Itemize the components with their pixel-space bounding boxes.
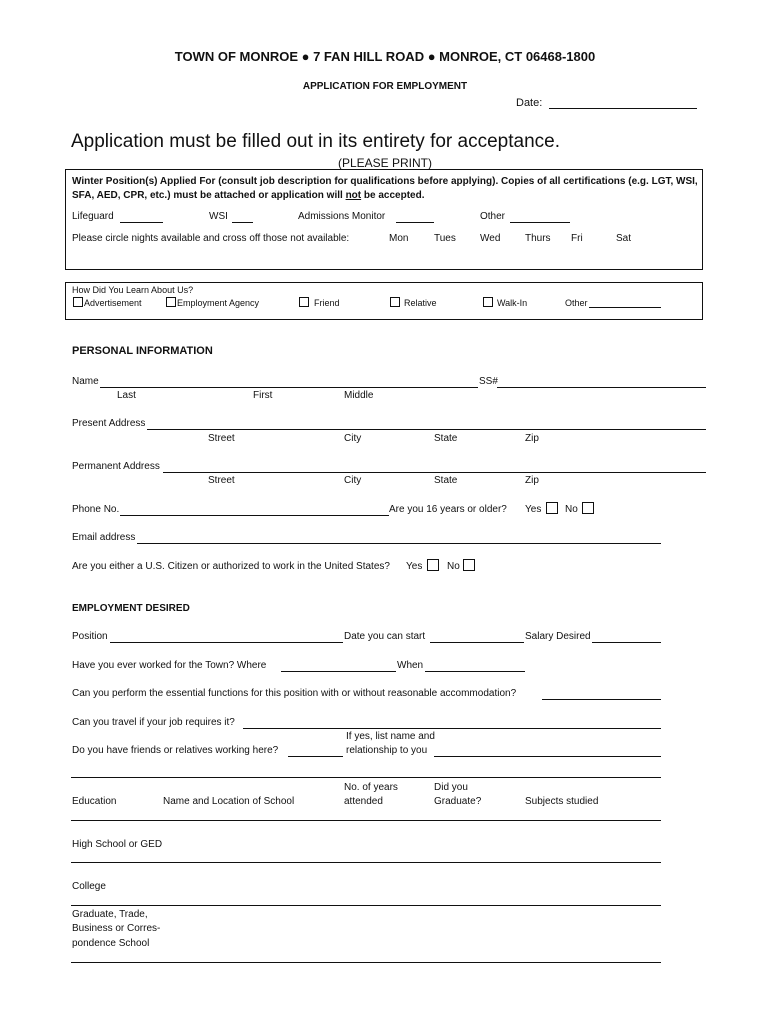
graduate-school-row-field[interactable] — [71, 962, 661, 963]
town-header: TOWN OF MONROE ● 7 FAN HILL ROAD ● MONROE, CT 06468-1800 — [174, 49, 596, 64]
present-zip-caption: Zip — [525, 433, 539, 444]
travel-field[interactable] — [243, 728, 661, 729]
other-position-field[interactable] — [510, 222, 570, 223]
graduate-school-label-3: pondence School — [72, 938, 150, 949]
school-name-column-header: Name and Location of School — [163, 796, 295, 807]
present-state-caption: State — [434, 433, 458, 444]
education-top-rule — [71, 777, 661, 778]
permanent-street-caption: Street — [208, 475, 235, 486]
permanent-zip-caption: Zip — [525, 475, 539, 486]
present-address-field[interactable] — [147, 429, 706, 430]
night-mon[interactable]: Mon — [389, 233, 409, 244]
phone-label: Phone No. — [72, 504, 120, 515]
relative-label: Relative — [404, 298, 437, 308]
admissions-monitor-label: Admissions Monitor — [298, 211, 386, 222]
college-row-field[interactable] — [71, 905, 661, 906]
other-source-label: Other — [565, 298, 588, 308]
walk-in-label: Walk-In — [497, 298, 528, 308]
friend-label: Friend — [314, 298, 340, 308]
relatives-question: Do you have friends or relatives working here? — [72, 745, 279, 756]
employment-agency-checkbox[interactable] — [166, 297, 176, 307]
travel-question: Can you travel if your job requires it? — [72, 717, 235, 728]
relative-checkbox[interactable] — [390, 297, 400, 307]
wsi-field[interactable] — [232, 222, 253, 223]
friend-checkbox[interactable] — [299, 297, 309, 307]
worked-when-label: When — [397, 660, 424, 671]
lifeguard-field[interactable] — [120, 222, 163, 223]
graduated-header-2: Graduate? — [434, 796, 482, 807]
relatives-if-yes-line1: If yes, list name and — [346, 731, 435, 742]
age-yes-label: Yes — [525, 504, 542, 515]
worked-for-town-question: Have you ever worked for the Town? Where — [72, 660, 267, 671]
start-date-label: Date you can start — [344, 631, 426, 642]
relatives-if-yes-line2: relationship to you — [346, 745, 428, 756]
name-label: Name — [72, 376, 99, 387]
advertisement-checkbox[interactable] — [73, 297, 83, 307]
graduate-school-label-2: Business or Corres- — [72, 923, 161, 934]
salary-field[interactable] — [592, 642, 661, 643]
years-attended-header-2: attended — [344, 796, 383, 807]
lifeguard-label: Lifeguard — [72, 211, 114, 222]
education-header-rule — [71, 820, 661, 821]
learn-about-us-question: How Did You Learn About Us? — [72, 285, 194, 295]
permanent-address-field[interactable] — [163, 472, 706, 473]
employment-agency-label: Employment Agency — [177, 298, 260, 308]
present-address-label: Present Address — [72, 418, 146, 429]
relatives-field[interactable] — [288, 756, 343, 757]
other-source-field[interactable] — [589, 307, 661, 308]
name-field[interactable] — [100, 387, 478, 388]
winter-instructions-line1: Winter Position(s) Applied For (consult job description for qualifications before applying). Copies of all certifications (e.g. LGT, WSI, — [72, 176, 698, 187]
worked-where-field[interactable] — [281, 671, 396, 672]
citizen-no-label: No — [447, 561, 460, 572]
age-no-checkbox[interactable] — [582, 502, 594, 514]
citizen-question: Are you either a U.S. Citizen or authorized to work in the United States? — [72, 561, 390, 572]
entirety-notice: Application must be filled out in its entirety for acceptance. — [71, 131, 560, 152]
years-attended-header-1: No. of years — [344, 782, 398, 793]
permanent-address-label: Permanent Address — [72, 461, 160, 472]
phone-field[interactable] — [120, 515, 389, 516]
citizen-yes-label: Yes — [406, 561, 423, 572]
graduate-school-label-1: Graduate, Trade, — [72, 909, 148, 920]
age-yes-checkbox[interactable] — [546, 502, 558, 514]
permanent-city-caption: City — [344, 475, 362, 486]
night-tues[interactable]: Tues — [434, 233, 456, 244]
ss-field[interactable] — [497, 387, 706, 388]
present-street-caption: Street — [208, 433, 235, 444]
citizen-yes-checkbox[interactable] — [427, 559, 439, 571]
age-no-label: No — [565, 504, 578, 515]
subjects-studied-header: Subjects studied — [525, 796, 599, 807]
permanent-state-caption: State — [434, 475, 458, 486]
other-position-label: Other — [480, 211, 506, 222]
advertisement-label: Advertisement — [84, 298, 142, 308]
night-sat[interactable]: Sat — [616, 233, 632, 244]
high-school-row-field[interactable] — [71, 862, 661, 863]
present-city-caption: City — [344, 433, 362, 444]
age-question: Are you 16 years or older? — [389, 504, 507, 515]
personal-info-heading: PERSONAL INFORMATION — [72, 345, 213, 357]
ss-label: SS# — [479, 376, 498, 387]
nights-prompt: Please circle nights available and cross off those not available: — [72, 233, 350, 244]
admissions-monitor-field[interactable] — [396, 222, 434, 223]
name-middle-caption: Middle — [344, 390, 374, 401]
date-field[interactable] — [549, 108, 697, 109]
relationship-field[interactable] — [434, 756, 661, 757]
walk-in-checkbox[interactable] — [483, 297, 493, 307]
night-wed[interactable]: Wed — [480, 233, 501, 244]
winter-instructions-line2: SFA, AED, CPR, etc.) must be attached or application will not be accepted. — [72, 190, 425, 201]
college-row-label: College — [72, 881, 106, 892]
position-field[interactable] — [110, 642, 343, 643]
citizen-no-checkbox[interactable] — [463, 559, 475, 571]
date-label: Date: — [516, 97, 543, 109]
education-label: Education — [72, 796, 117, 807]
wsi-label: WSI — [209, 211, 228, 222]
high-school-row-label: High School or GED — [72, 839, 163, 850]
salary-label: Salary Desired — [525, 631, 591, 642]
position-label: Position — [72, 631, 108, 642]
employment-desired-heading: EMPLOYMENT DESIRED — [72, 603, 190, 614]
email-field[interactable] — [137, 543, 661, 544]
form-title: APPLICATION FOR EMPLOYMENT — [302, 81, 468, 92]
email-label: Email address — [72, 532, 136, 543]
graduated-header-1: Did you — [434, 782, 468, 793]
essential-functions-question: Can you perform the essential functions for this position with or without reasonable accommodation? — [72, 688, 517, 699]
night-thurs[interactable]: Thurs — [525, 233, 551, 244]
name-last-caption: Last — [117, 390, 136, 401]
night-fri[interactable]: Fri — [571, 233, 583, 244]
worked-when-field[interactable] — [425, 671, 525, 672]
name-first-caption: First — [253, 390, 273, 401]
please-print-label: (PLEASE PRINT) — [337, 156, 433, 170]
essential-functions-field[interactable] — [542, 699, 661, 700]
start-date-field[interactable] — [430, 642, 524, 643]
